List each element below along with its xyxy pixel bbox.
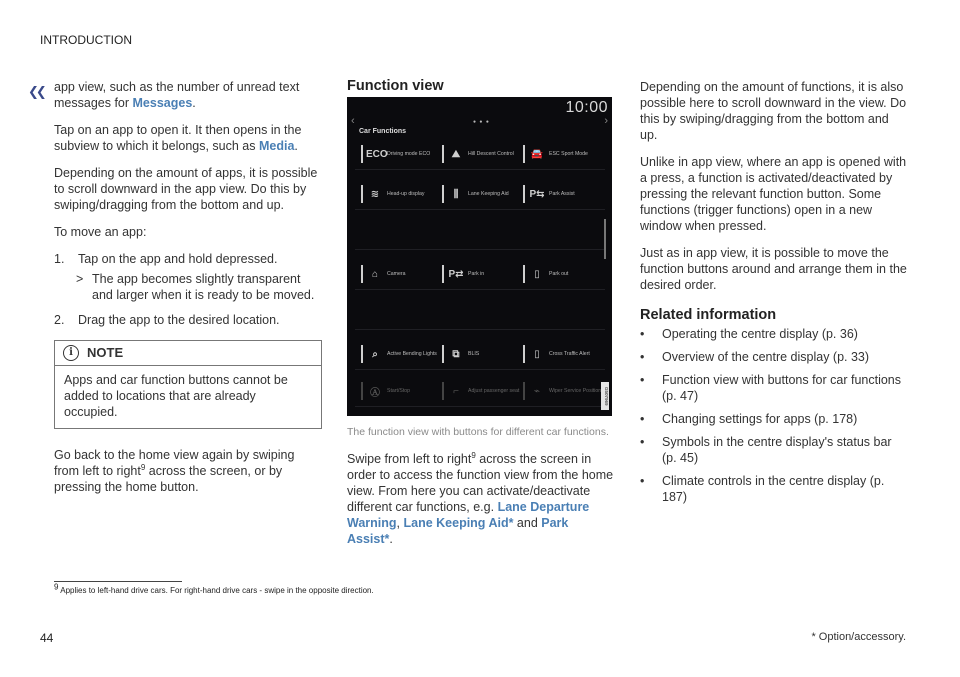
footnote-ref[interactable]: 9: [471, 450, 476, 460]
related-link[interactable]: • Climate controls in the centre display (p. 187): [640, 474, 885, 504]
function-label: Cross Traffic Alert: [549, 350, 590, 357]
function-icon: Ⓐ: [370, 387, 380, 399]
function-indicator: [442, 185, 444, 203]
function-row: [355, 259, 605, 290]
function-icon: ≋: [370, 188, 380, 200]
step-item: 2. Drag the app to the desired location.: [54, 313, 280, 327]
function-button[interactable]: [442, 380, 522, 402]
function-indicator: [523, 382, 525, 400]
function-button[interactable]: [523, 380, 603, 402]
figure-caption: The function view with buttons for different car functions.: [347, 426, 609, 438]
function-icon: P⇆: [529, 188, 545, 200]
note-header: [55, 341, 321, 366]
middle-column-text: [347, 422, 615, 558]
function-label: Adjust passenger seat: [468, 387, 520, 394]
related-link[interactable]: • Changing settings for apps (p. 178): [640, 412, 858, 426]
function-row: [355, 376, 605, 407]
paragraph: Unlike in app view, where an app is opened with a press, a function is activated/deactivated by pressing the relevant function button. Some functions (trigger functions) open in a new window when pressed.: [640, 155, 907, 233]
function-indicator: [442, 145, 444, 163]
paragraph: app view, such as the number of unread text messages for Messages.: [54, 80, 300, 110]
step-item: 1. Tap on the app and hold depressed.: [54, 252, 278, 266]
paragraph: Depending on the amount of apps, it is possible to scroll downward in the app view. Do this by swiping/dragging from the bottom and up.: [54, 166, 318, 212]
function-label: Start/Stop: [387, 387, 411, 394]
function-indicator: [361, 345, 363, 363]
related-link[interactable]: • Symbols in the centre display's status bar (p. 45): [640, 435, 892, 465]
lane-keeping-aid-link[interactable]: Lane Keeping Aid*: [403, 516, 514, 530]
related-link[interactable]: • Overview of the centre display (p. 33): [640, 350, 870, 364]
steps-list: [54, 251, 322, 328]
chevron-left-icon: ‹: [351, 115, 355, 127]
function-button[interactable]: [361, 263, 441, 285]
messages-link[interactable]: Messages: [132, 96, 193, 110]
park-assist-link[interactable]: Park Assist*: [347, 516, 569, 546]
clock: 10:00: [565, 99, 608, 116]
back-chevron-icon[interactable]: ❮❮: [28, 84, 44, 99]
function-button[interactable]: [523, 143, 603, 165]
function-label: Wiper Service Position: [549, 387, 602, 394]
function-label: Lane Keeping Aid: [468, 190, 509, 197]
note-box: [54, 340, 322, 429]
step-result: > The app becomes slightly transparent and larger when it is ready to be moved.: [76, 272, 315, 302]
function-icon: ⌁: [533, 385, 541, 397]
media-link[interactable]: Media: [258, 139, 295, 153]
function-view-screenshot: [347, 97, 612, 416]
car-functions-title: Car Functions: [359, 128, 407, 135]
left-column: [54, 79, 322, 506]
function-button[interactable]: [523, 183, 603, 205]
function-button[interactable]: [361, 183, 441, 205]
paragraph: Tap on an app to open it. It then opens in the subview to which it belongs, such as Media.: [54, 123, 302, 153]
info-icon: i: [63, 345, 79, 361]
scrollbar: [604, 219, 606, 259]
function-button[interactable]: [442, 263, 522, 285]
function-row: [355, 139, 605, 170]
function-indicator: [523, 145, 525, 163]
image-code-badge: G507969: [601, 382, 609, 410]
paragraph: To move an app:: [54, 225, 147, 239]
function-icon: ⧉: [452, 348, 460, 360]
function-button[interactable]: [361, 380, 441, 402]
function-row: [355, 299, 605, 330]
function-label: Hill Descent Control: [468, 150, 514, 157]
function-label: Head-up display: [387, 190, 425, 197]
function-icon: ⌂: [371, 268, 379, 280]
right-column: [640, 79, 908, 512]
function-label: BLIS: [468, 350, 480, 357]
function-button[interactable]: [523, 343, 603, 365]
function-icon: ▯: [534, 348, 540, 360]
function-button[interactable]: [442, 143, 522, 165]
paragraph: Go back to the home view again by swiping from left to right$^9$ across the screen, or by pressing the home button.: [54, 448, 295, 494]
function-icon: ECO: [366, 148, 388, 160]
function-icon: ⛰: [451, 148, 461, 160]
function-label: Active Bending Lights: [387, 350, 437, 357]
paragraph: Depending on the amount of functions, it is also possible here to scroll downward in the view. Do this by swiping/dragging from the bottom and up.: [640, 80, 907, 142]
function-label: Park out: [549, 270, 569, 277]
function-label: Park in: [468, 270, 485, 277]
function-view-heading: Function view: [347, 78, 444, 94]
function-label: ESC Sport Mode: [549, 150, 588, 157]
function-label: Camera: [387, 270, 406, 277]
function-indicator: [442, 345, 444, 363]
function-indicator: [361, 185, 363, 203]
function-icon: 🚘: [530, 148, 544, 160]
function-button[interactable]: [361, 343, 441, 365]
function-indicator: [361, 382, 363, 400]
footnote: $^9$ Applies to left-hand drive cars. For right-hand drive cars - swipe in the opposite direction.: [54, 582, 374, 595]
section-header: INTRODUCTION: [40, 33, 132, 47]
function-button[interactable]: [361, 143, 441, 165]
function-icon: P⇄: [448, 268, 464, 280]
function-row: [355, 219, 605, 250]
function-icon: ⌐: [453, 385, 459, 397]
paragraph: Just as in app view, it is possible to move the function buttons around and arrange them in the desired order.: [640, 246, 907, 292]
function-indicator: [361, 265, 363, 283]
function-label: Driving mode ECO: [387, 150, 431, 157]
function-row: [355, 179, 605, 210]
page-dots: ● ● ●: [473, 119, 490, 125]
function-indicator: [523, 185, 525, 203]
lane-departure-warning-link[interactable]: Lane Departure Warning: [347, 500, 590, 530]
related-link[interactable]: • Function view with buttons for car functions (p. 47): [640, 373, 902, 403]
function-button[interactable]: [442, 183, 522, 205]
note-title: NOTE: [87, 345, 124, 360]
function-indicator: [442, 265, 444, 283]
chevron-right-icon: ›: [604, 115, 608, 127]
footnote-rule: [54, 581, 182, 582]
footnote-ref[interactable]: 9: [140, 462, 146, 472]
function-indicator: [523, 345, 525, 363]
option-accessory-note: * Option/accessory.: [811, 631, 906, 643]
function-indicator: [361, 145, 363, 163]
function-icon: ⫼: [453, 188, 459, 200]
note-text: Apps and car function buttons cannot be added to locations that are already occupied.: [64, 373, 288, 419]
page-number: 44: [40, 631, 54, 645]
function-button[interactable]: [523, 263, 603, 285]
function-icon: ▯: [534, 268, 540, 280]
related-link[interactable]: • Operating the centre display (p. 36): [640, 327, 858, 341]
function-label: Park Assist: [549, 190, 575, 197]
related-list: [640, 326, 908, 505]
function-indicator: [442, 382, 444, 400]
paragraph: Swipe from left to right$^9$ across the screen in order to access the function view from the home view. From here you can activate/deactivate different car functions, e.g. Lane Departure Warning, Lane Keeping Aid* and Park Assist*.: [347, 450, 614, 546]
function-button[interactable]: [442, 343, 522, 365]
function-indicator: [523, 265, 525, 283]
function-icon: ⌕: [372, 348, 378, 360]
related-information-heading: Related information: [640, 307, 777, 323]
function-row: [355, 339, 605, 370]
